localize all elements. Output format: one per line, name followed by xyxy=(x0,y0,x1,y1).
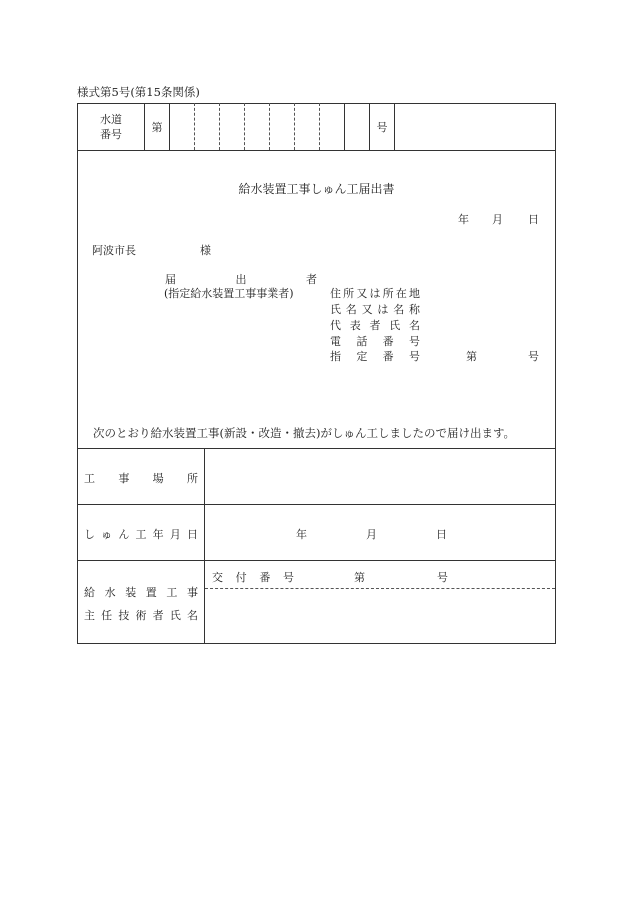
completion-label: しゅん工年月日 xyxy=(84,528,198,541)
site-label: 工事場所 xyxy=(84,472,198,485)
issue-label: 交付番号 xyxy=(212,571,294,584)
completion-day: 日 xyxy=(436,528,447,541)
notifier-sub-label: (指定給水装置工事事業者) xyxy=(164,287,294,300)
engineer-label-line2: 主任技術者氏名 xyxy=(84,609,198,622)
engineer-label-line1: 給水装置工事 xyxy=(84,586,198,599)
site-input[interactable] xyxy=(205,449,555,504)
addressee-name: 阿波市長 xyxy=(92,244,136,257)
field-representative: 代表者氏名 xyxy=(330,319,420,332)
water-number-label: 水道 番号 xyxy=(100,113,122,141)
header-dai: 第 xyxy=(151,121,163,134)
date-day: 日 xyxy=(528,213,539,226)
field-name: 氏名又は名称 xyxy=(330,303,420,316)
field-phone: 電話番号 xyxy=(330,335,420,348)
table-line xyxy=(77,504,556,505)
date-month: 月 xyxy=(492,213,503,226)
statement: 次のとおり給水装置工事(新設・改造・撤去)がしゅん工しましたので届け出ます。 xyxy=(93,426,516,440)
engineer-name-input[interactable] xyxy=(205,589,555,643)
header-bottom-line xyxy=(77,150,556,151)
issue-gou: 号 xyxy=(437,571,448,584)
document-title: 給水装置工事しゅん工届出書 xyxy=(238,182,395,196)
header-divider xyxy=(344,103,345,150)
water-number-input[interactable] xyxy=(170,104,344,150)
field-designation: 指定番号 xyxy=(330,350,420,363)
addressee-honorific: 様 xyxy=(200,244,211,257)
form-number: 様式第5号(第15条関係) xyxy=(77,85,200,99)
completion-year: 年 xyxy=(296,528,307,541)
notifier-label: 届 出 者 xyxy=(165,273,317,286)
designation-gou: 号 xyxy=(528,350,539,363)
field-address: 住所又は所在地 xyxy=(330,287,420,300)
table-line xyxy=(77,560,556,561)
designation-dai: 第 xyxy=(466,350,477,363)
header-divider xyxy=(394,103,395,150)
header-gou: 号 xyxy=(376,121,388,134)
completion-month: 月 xyxy=(366,528,377,541)
date-year: 年 xyxy=(458,213,469,226)
issue-dai: 第 xyxy=(354,571,365,584)
